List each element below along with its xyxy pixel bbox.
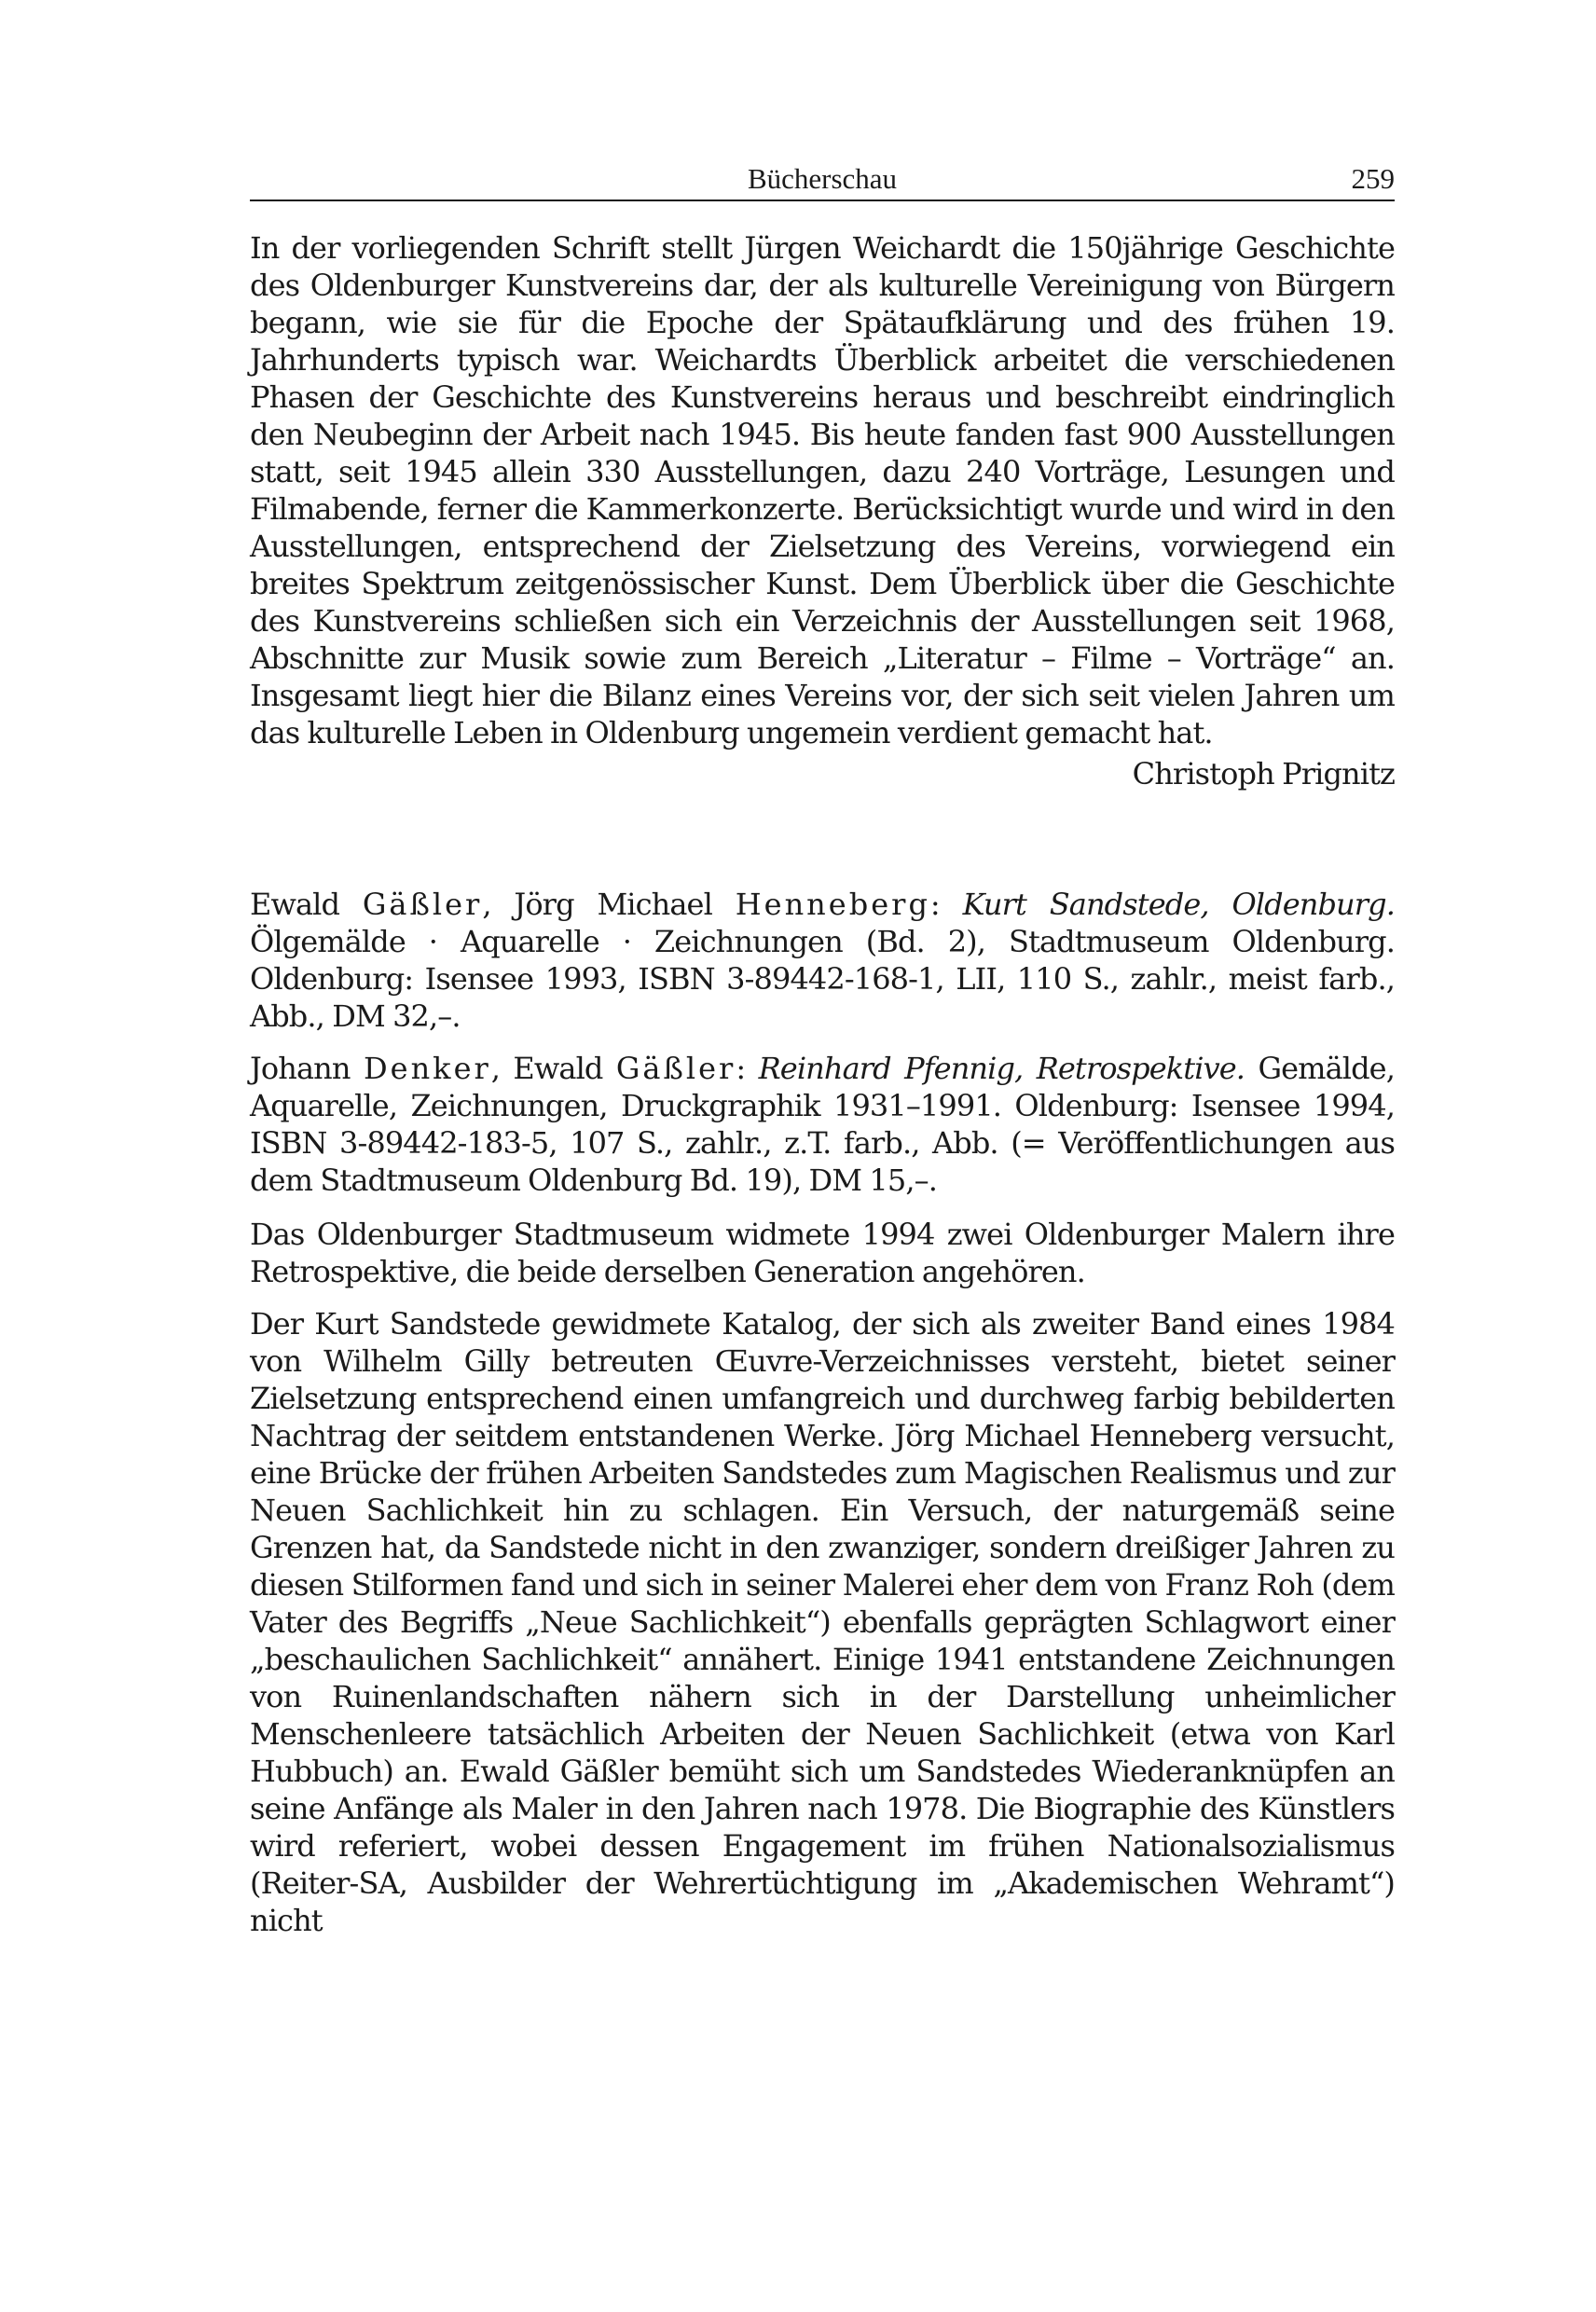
citation-separator: , Ewald	[490, 1051, 616, 1086]
citation-author-last: Gäßler	[362, 887, 483, 922]
citation-author-first: Ewald	[250, 887, 363, 922]
citation-author-first: Johann	[250, 1051, 364, 1086]
citation-pfennig	[250, 1050, 1395, 1199]
page-number: 259	[1351, 162, 1395, 195]
review-kunstverein-text: In der vorliegenden Schrift stellt Jürgen Weichardt die 150jährige Geschichte des Oldenburger Kunstvereins dar, der als kulturelle Vereinigung von Bürgern begann, wie sie für die Epoche der Spätaufklärung und des frühen 19. Jahrhunderts typisch war. Weichardts Überblick arbeitet die verschiedenen Phasen der Geschichte des Kunstvereins heraus und beschreibt eindringlich den Neubeginn der Arbeit nach 1945. Bis heute fanden fast 900 Ausstellungen statt, seit 1945 allein 330 Ausstellungen, dazu 240 Vorträge, Lesungen und Filmabende, ferner die Kammerkonzerte. Berücksichtigt wurde und wird in den Ausstellungen, entsprechend der Zielsetzung des Vereins, vorwiegend ein breites Spektrum zeitgenössischer Kunst. Dem Überblick über die Geschichte des Kunstvereins schließen sich ein Verzeichnis der Ausstellungen seit 1968, Abschnitte zur Musik sowie zum Bereich „Literatur – Filme – Vorträge“ an. Insgesamt liegt hier die Bilanz eines Vereins vor, der sich seit vielen Jahren um das kulturelle Leben in Oldenburg ungemein verdient gemacht hat.	[250, 230, 1395, 750]
citation-details: Ölgemälde · Aquarelle · Zeichnungen (Bd. 2), Stadtmuseum Oldenburg. Oldenburg: Isensee 1993, ISBN 3-89442-168-1, LII, 110 S., zahlr., meist farb., Abb., DM 32,–.	[250, 924, 1395, 1034]
citation-title: Kurt Sandstede, Oldenburg.	[962, 887, 1395, 922]
running-head	[250, 158, 1395, 201]
citation-title: Reinhard Pfennig, Retrospektive.	[758, 1051, 1245, 1086]
section-gap	[250, 792, 1395, 886]
running-head-title: Bücherschau	[747, 162, 898, 195]
citation-separator: , Jörg Michael	[482, 887, 736, 922]
citation-author-last: Henneberg	[735, 887, 930, 922]
citation-details: Gemälde, Aquarelle, Zeichnungen, Druckgraphik 1931–1991. Oldenburg: Isensee 1994, ISBN 3-89442-183-5, 107 S., zahlr., z.T. farb., Abb. (= Veröffentlichungen aus dem Stadtmuseum Oldenburg Bd. 19), DM 15,–.	[250, 1051, 1395, 1198]
citation-author-last: Gäßler	[615, 1051, 736, 1086]
review-paragraph-intro: Das Oldenburger Stadtmuseum widmete 1994 zwei Oldenburger Malern ihre Retrospektive, die beide derselben Generation angehören.	[250, 1217, 1395, 1289]
review-kunstverein	[250, 229, 1395, 792]
citation-colon: :	[736, 1051, 759, 1086]
citation-colon: :	[929, 887, 963, 922]
citation-sandstede	[250, 886, 1395, 1035]
book-review-page	[250, 158, 1395, 1939]
citation-author-last: Denker	[363, 1051, 491, 1086]
page-content	[250, 229, 1395, 1939]
review-paragraph-sandstede: Der Kurt Sandstede gewidmete Katalog, der sich als zweiter Band eines 1984 von Wilhelm Gilly betreuten Œuvre-Verzeichnisses versteht, bietet seiner Zielsetzung entsprechend einen umfangreich und durchweg farbig bebilderten Nachtrag der seitdem entstandenen Werke. Jörg Michael Henneberg versucht, eine Brücke der frühen Arbeiten Sandstedes zum Magischen Realismus und zur Neuen Sachlichkeit hin zu schlagen. Ein Versuch, der naturgemäß seine Grenzen hat, da Sandstede nicht in den zwanziger, sondern dreißiger Jahren zu diesen Stilformen fand und sich in seiner Malerei eher dem von Franz Roh (dem Vater des Begriffs „Neue Sachlichkeit“) ebenfalls geprägten Schlagwort einer „beschaulichen Sachlichkeit“ annähert. Einige 1941 entstandene Zeichnungen von Ruinenlandschaften nähern sich in der Darstellung unheimlicher Menschenleere tatsächlich Arbeiten der Neuen Sachlichkeit (etwa von Karl Hubbuch) an. Ewald Gäßler bemüht sich um Sandstedes Wiederanknüpfen an seine Anfänge als Maler in den Jahren nach 1978. Die Biographie des Künstlers wird referiert, wobei dessen Engagement im frühen Nationalsozialismus (Reiter-SA, Ausbilder der Wehrertüchtigung im „Akademischen Wehramt“) nicht	[250, 1306, 1395, 1938]
reviewer-signature: Christoph Prignitz	[1132, 756, 1395, 791]
